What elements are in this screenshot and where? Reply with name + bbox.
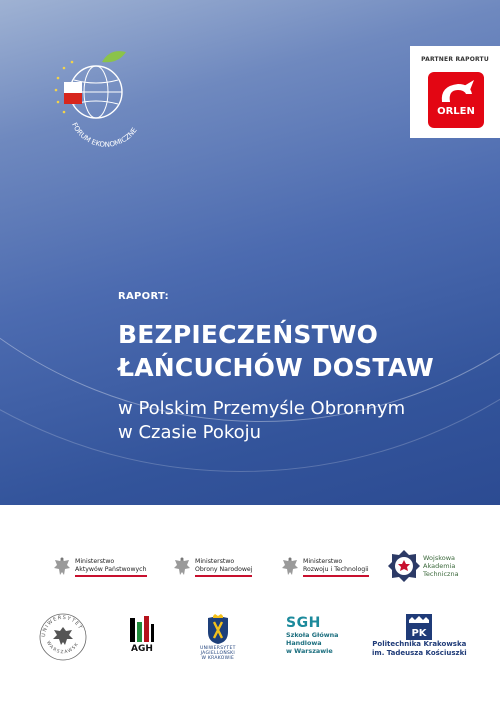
- sponsor-pk: [372, 614, 467, 658]
- forum-caption: FORUM EKONOMICZNE: [70, 121, 139, 149]
- pk-emblem-icon: [406, 614, 432, 640]
- eagle-icon: [280, 556, 300, 578]
- sponsor-sgh: [286, 615, 338, 655]
- eagle-icon: [52, 556, 72, 578]
- forum-ekonomiczne-logo: [44, 42, 154, 152]
- subtitle-line-2: w Czasie Pokoju: [118, 422, 262, 443]
- report-title: [118, 318, 434, 384]
- agh-emblem-icon: [128, 614, 156, 644]
- sgh-text: SGH: [286, 615, 321, 631]
- partner-label: PARTNER RAPORTU: [421, 56, 489, 63]
- sponsor-map: [52, 556, 147, 578]
- title-line-1: BEZPIECZEŃSTWO: [118, 320, 379, 349]
- sponsor-wat-text: Wojskowa Akademia Techniczna: [423, 554, 459, 578]
- sponsor-mon: [172, 556, 252, 578]
- uj-crest-icon: [204, 614, 232, 646]
- sponsor-map-text: Ministerstwo Aktywów Państwowych: [75, 558, 147, 577]
- sponsor-agh: [128, 614, 156, 654]
- svg-text:PK: PK: [411, 628, 427, 639]
- sponsor-mrit: [280, 556, 369, 578]
- pk-text: Politechnika Krakowska im. Tadeusza Kościuszki: [372, 640, 467, 657]
- svg-text:UNIWERSYTET: UNIWERSYTET: [40, 614, 84, 638]
- svg-text:WARSZAWSKI: WARSZAWSK: [45, 640, 81, 656]
- agh-text: AGH: [131, 644, 153, 654]
- report-subtitle: [118, 397, 405, 445]
- sponsor-mon-text: Ministerstwo Obrony Narodowej: [195, 558, 252, 577]
- subtitle-line-1: w Polskim Przemyśle Obronnym: [118, 398, 406, 419]
- uw-seal-icon: [38, 612, 88, 662]
- sponsor-uj: [200, 614, 236, 661]
- sponsor-uw: [38, 612, 88, 662]
- sponsor-mrit-text: Ministerstwo Rozwoju i Technologii: [303, 558, 369, 577]
- orlen-logo: [428, 72, 484, 128]
- report-label: RAPORT:: [118, 291, 169, 302]
- orlen-brand-text: ORLEN: [437, 106, 475, 117]
- sgh-full-name: Szkoła Główna Handlowa w Warszawie: [286, 631, 339, 655]
- title-line-2: ŁAŃCUCHÓW DOSTAW: [118, 353, 434, 382]
- wat-emblem-icon: [388, 549, 420, 583]
- sponsor-wat: [388, 549, 459, 583]
- uj-text: UNIWERSYTET JAGIELLOŃSKI W KRAKOWIE: [200, 646, 236, 661]
- partner-box: [410, 46, 500, 138]
- eagle-icon: [172, 556, 192, 578]
